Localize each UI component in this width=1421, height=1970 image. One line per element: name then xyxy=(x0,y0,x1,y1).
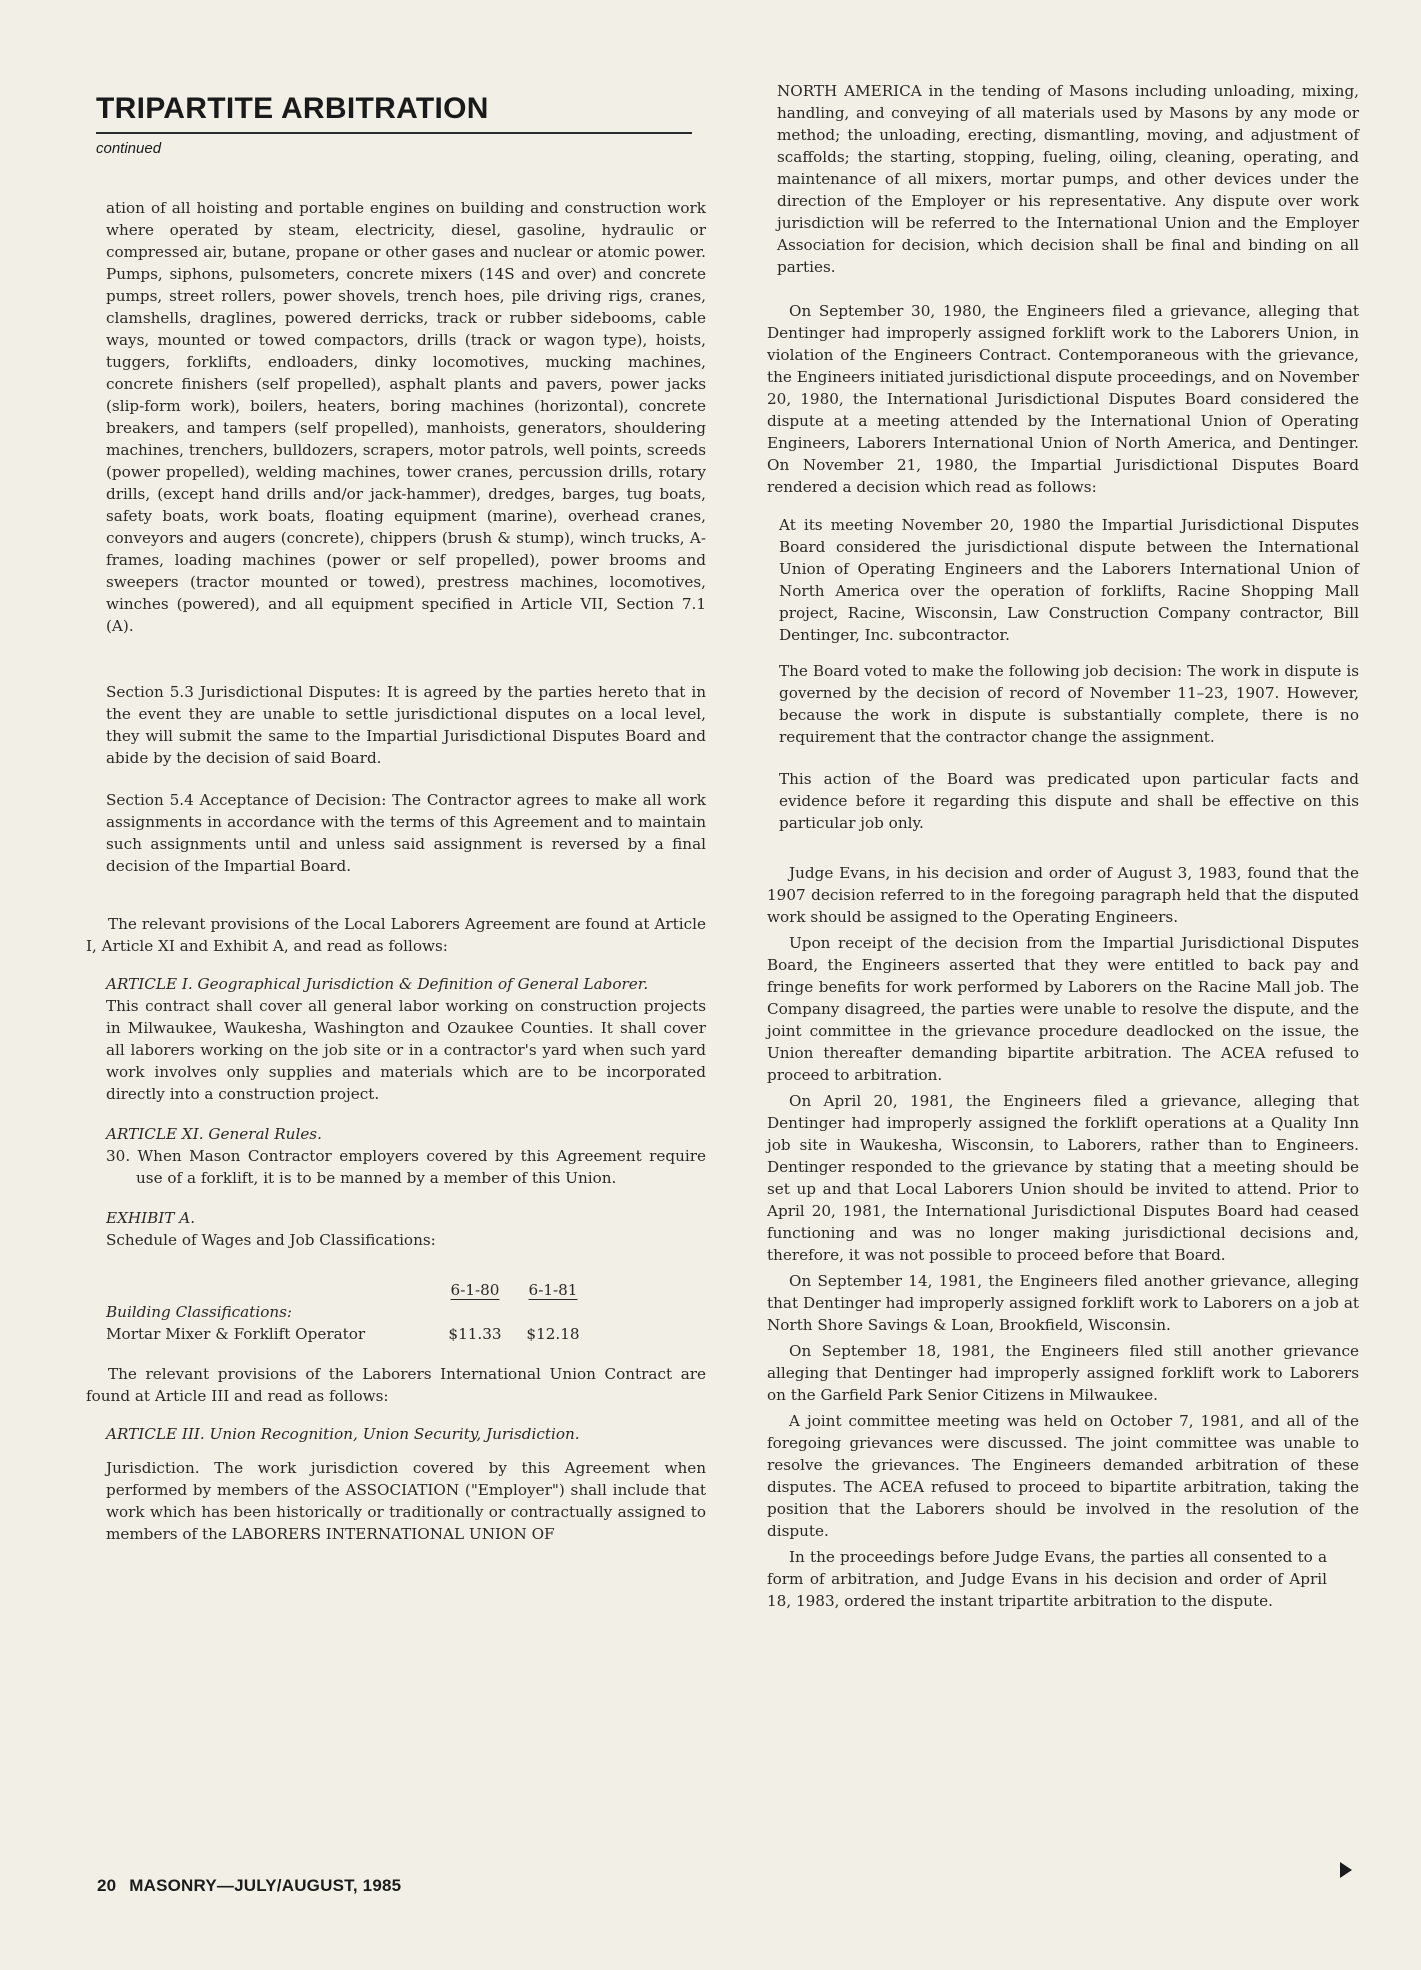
wage-header-row xyxy=(106,1279,706,1301)
article-1-title: ARTICLE I. Geographical Jurisdiction & Definition of General Laborer. xyxy=(106,975,649,993)
classification-label: Building Classifications: xyxy=(106,1303,293,1321)
exhibit-text: Schedule of Wages and Job Classifications: xyxy=(106,1231,436,1249)
wage-1980: $11.33 xyxy=(448,1325,502,1343)
wage-table xyxy=(106,1279,706,1345)
upon-receipt-paragraph: Upon receipt of the decision from the Impartial Jurisdictional Disputes Board, the Engineers asserted that they were entitled to back pay and fringe benefits for work performed by Laborers on the Racine Mall job. The Company disagreed, the parties were unable to resolve the dispute, and the joint committee in the grievance procedure deadlocked on the issue, the Union thereafter demanding bipartite arbitration. The ACEA refused to proceed to arbitration. xyxy=(767,934,1359,1084)
article-heading: TRIPARTITE ARBITRATION xyxy=(96,92,692,134)
wage-col-1981: 6-1-81 xyxy=(528,1281,578,1299)
joint-committee-paragraph: A joint committee meeting was held on October 7, 1981, and all of the foregoing grievances were discussed. The joint committee was unable to resolve the grievances. The Engineers demanded arbitration of these disputes. The ACEA refused to proceed to bipartite arbitration, taking the position that the Laborers should be involved in the resolution of the dispute. xyxy=(767,1412,1359,1540)
publication-line: MASONRY—JULY/AUGUST, 1985 xyxy=(129,1876,402,1895)
wage-job-row xyxy=(106,1323,706,1345)
article-1-text: This contract shall cover all general labor working on construction projects in Milwaukee, Waukesha, Washington and Ozaukee Counties. It shall cover all laborers working on the job site or in a contractor's yard when such yard work involves only supplies and materials which are to be incorporated directly into a construction project. xyxy=(106,997,706,1103)
job-classification: Mortar Mixer & Forklift Operator xyxy=(106,1325,366,1343)
section-5-4-paragraph: Section 5.4 Acceptance of Decision: The Contractor agrees to make all work assignments in accordance with the terms of this Agreement and to maintain such assignments until and unless said assignment is reversed by a final decision of the Impartial Board. xyxy=(106,791,706,875)
wage-classification-row xyxy=(106,1301,706,1323)
judge-evans-paragraph: Judge Evans, in his decision and order of August 3, 1983, found that the 1907 decision referred to in the foregoing paragraph held that the disputed work should be assigned to the Operating Engineers. xyxy=(767,864,1359,926)
article-11-title: ARTICLE XI. General Rules. xyxy=(106,1125,322,1143)
local-laborers-paragraph: The relevant provisions of the Local Laborers Agreement are found at Article I, Article XI and Exhibit A, and read as follows: xyxy=(86,915,706,955)
wage-1981: $12.18 xyxy=(526,1325,580,1343)
article-11-item-container xyxy=(96,1145,706,1189)
april-1981-paragraph: On April 20, 1981, the Engineers filed a grievance, alleging that Dentinger had improperly assigned the forklift operations at a Quality Inn job site in Waukesha, Wisconsin, to Laborers, rather than to Engineers. Dentinger responded to the grievance by stating that a meeting should be set up and that Local Laborers Union should be invited to attend. Prior to April 20, 1981, the International Jurisdictional Disputes Board had ceased functioning and was no longer making jurisdictional decisions and, therefore, it was not possible to proceed before that Board. xyxy=(767,1092,1359,1264)
page-number: 20 xyxy=(97,1876,117,1895)
section-5-3-paragraph: Section 5.3 Jurisdictional Disputes: It is agreed by the parties hereto that in the event they are unable to settle jurisdictional disputes on a local level, they will submit the same to the Impartial Jurisdictional Disputes Board and abide by the decision of said Board. xyxy=(106,683,706,767)
exhibit-title: EXHIBIT A. xyxy=(106,1209,196,1227)
board-action-quote: This action of the Board was predicated upon particular facts and evidence before it regarding this dispute and shall be effective on this particular job only. xyxy=(779,770,1359,832)
page-footer xyxy=(97,1876,401,1896)
continue-arrow-icon xyxy=(1340,1862,1352,1878)
article-3-title: ARTICLE III. Union Recognition, Union Security, Jurisdiction. xyxy=(106,1425,580,1443)
article-11-item: 30. When Mason Contractor employers covered by this Agreement require use of a forklift, it is to be manned by a member of this Union. xyxy=(106,1147,706,1187)
left-column xyxy=(86,92,706,1545)
wage-col-1980: 6-1-80 xyxy=(450,1281,500,1299)
jurisdiction-continued-paragraph: NORTH AMERICA in the tending of Masons including unloading, mixing, handling, and conveying of all materials used by Masons by any mode or method; the unloading, erecting, dismantling, moving, and adjustment of scaffolds; the starting, stopping, fueling, oiling, cleaning, operating, and maintenance of all mixers, mortar pumps, and other devices under the direction of the Employer or his representative. Any dispute over work jurisdiction will be referred to the International Union and the Employer Association for decision, which decision shall be final and binding on all parties. xyxy=(777,82,1359,276)
article-3-text: Jurisdiction. The work jurisdiction covered by this Agreement when performed by members of the ASSOCIATION ("Employer") shall include that work which has been historically or traditionally or contractually assigned to members of the LABORERS INTERNATIONAL UNION OF xyxy=(106,1459,706,1543)
international-contract-paragraph: The relevant provisions of the Laborers International Union Contract are found at Article III and read as follows: xyxy=(86,1365,706,1405)
proceedings-paragraph: In the proceedings before Judge Evans, the parties all consented to a form of arbitration, and Judge Evans in his decision and order of April 18, 1983, ordered the instant tripartite arbitration to the dispute. xyxy=(767,1548,1327,1610)
board-decision-quote: The Board voted to make the following job decision: The work in dispute is governed by the decision of record of November 11–23, 1907. However, because the work in dispute is substantially complete, there is no requirement that the contractor change the assignment. xyxy=(779,662,1359,746)
right-column xyxy=(767,80,1359,1612)
continued-label: continued xyxy=(96,140,162,157)
september-1980-paragraph: On September 30, 1980, the Engineers filed a grievance, alleging that Dentinger had improperly assigned forklift work to the Laborers Union, in violation of the Engineers Contract. Contemporaneous with the grievance, the Engineers initiated jurisdictional dispute proceedings, and on November 20, 1980, the International Jurisdictional Disputes Board considered the dispute at a meeting attended by the International Union of Operating Engineers, Laborers International Union of North America, and Dentinger. On November 21, 1980, the Impartial Jurisdictional Disputes Board rendered a decision which read as follows: xyxy=(767,302,1359,496)
equipment-paragraph: ation of all hoisting and portable engines on building and construction work where operated by steam, electricity, diesel, gasoline, hydraulic or compressed air, butane, propane or other gases and nuclear or atomic power. Pumps, siphons, pulsometers, concrete mixers (14S and over) and concrete pumps, street rollers, power shovels, trench hoes, pile driving rigs, cranes, clamshells, draglines, powered derricks, track or rubber sidebooms, cable ways, mounted or towed compactors, drills (track or wagon type), hoists, tuggers, forklifts, endloaders, dinky locomotives, mucking machines, concrete finishers (self propelled), asphalt plants and pavers, power jacks (slip-form work), boilers, heaters, boring machines (horizontal), concrete breakers, and tampers (self propelled), manhoists, generators, shouldering machines, trenchers, bulldozers, scrapers, motor patrols, well points, screeds (power propelled), welding machines, tower cranes, percussion drills, rotary drills, (except hand drills and/or jack-hammer), dredges, barges, tug boats, safety boats, work boats, floating equipment (marine), overhead cranes, conveyors and augers (concrete), chippers (brush & stump), winch trucks, A-frames, loading machines (power or self propelled), power brooms and sweepers (tractor mounted or towed), prestress machines, locomotives, winches (powered), and all equipment specified in Article VII, Section 7.1 (A). xyxy=(106,199,706,635)
september-14-paragraph: On September 14, 1981, the Engineers filed another grievance, alleging that Dentinger had improperly assigned forklift work to Laborers on a job at North Shore Savings & Loan, Brookfield, Wisconsin. xyxy=(767,1272,1359,1334)
board-meeting-quote: At its meeting November 20, 1980 the Impartial Jurisdictional Disputes Board considered the jurisdictional dispute between the International Union of Operating Engineers and the Laborers International Union of North America over the operation of forklifts, Racine Shopping Mall project, Racine, Wisconsin, Law Construction Company contractor, Bill Dentinger, Inc. subcontractor. xyxy=(779,516,1359,644)
september-18-paragraph: On September 18, 1981, the Engineers filed still another grievance alleging that Dentinger had improperly assigned forklift work to Laborers on the Garfield Park Senior Citizens in Milwaukee. xyxy=(767,1342,1359,1404)
